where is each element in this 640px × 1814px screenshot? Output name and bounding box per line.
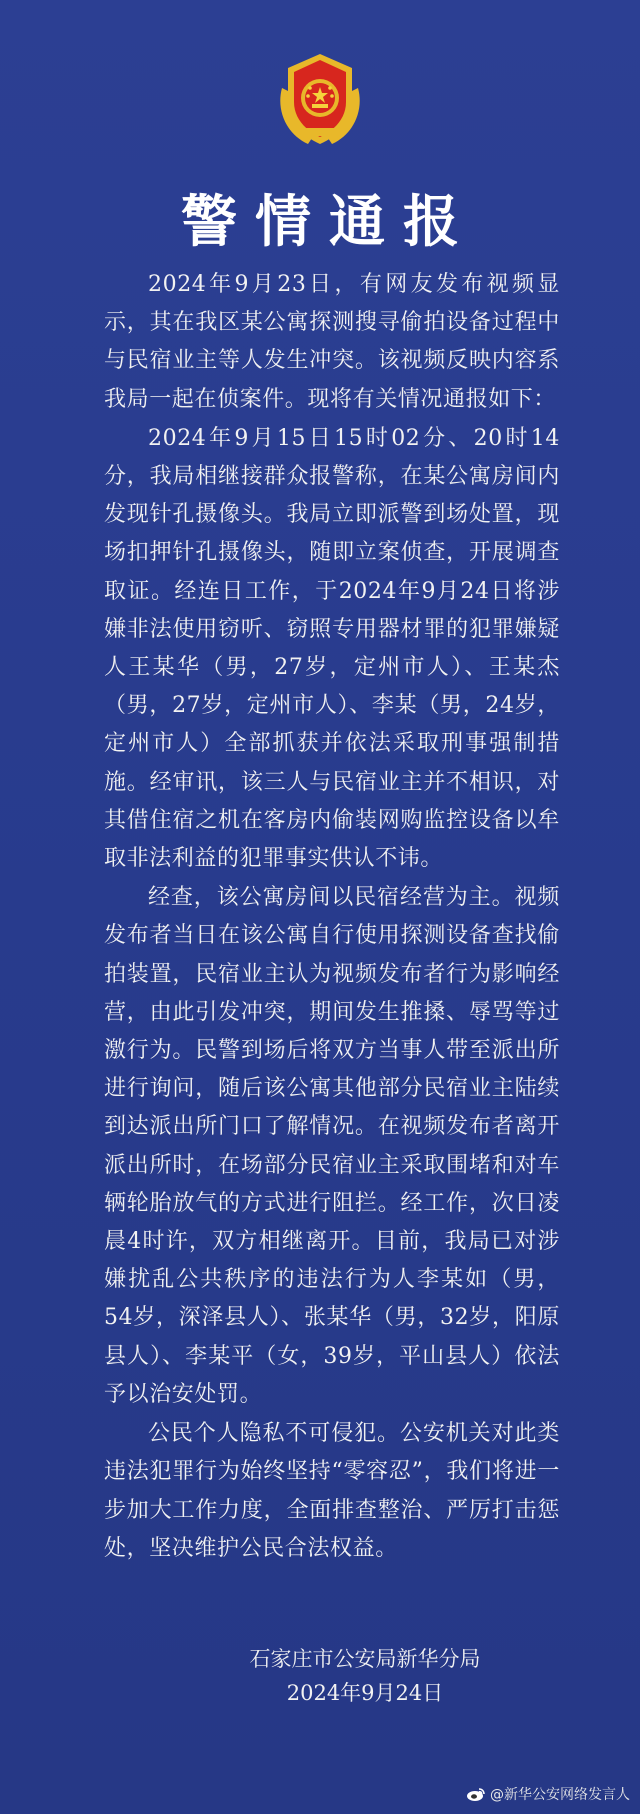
police-emblem-icon — [268, 48, 372, 152]
watermark — [466, 1784, 630, 1804]
paragraph-intro: 2024年9月23日，有网友发布视频显示，其在我区某公寓探测搜寻偷拍设备过程中与民宿业主等人发生冲突。该视频反映内容系我局一起在侦案件。现将有关情况通报如下： — [104, 272, 560, 412]
notice-body — [104, 266, 560, 1569]
signature-block — [0, 1642, 640, 1710]
watermark-text: @新华公安网络发言人 — [490, 1787, 630, 1803]
paragraph-statement: 公民个人隐私不可侵犯。公安机关对此类违法犯罪行为始终坚持“零容忍”，我们将进一步加大工作力度，全面排查整治、严厉打击惩处，坚决维护公民合法权益。 — [104, 1421, 560, 1561]
page-title: 警情通报 — [181, 189, 477, 255]
weibo-icon — [466, 1786, 486, 1802]
signature-date: 2024年9月24日 — [286, 1681, 444, 1705]
paragraph-case: 2024年9月15日15时02分、20时14分，我局相继接群众报警称，在某公寓房间内发现针孔摄像头。我局立即派警到场处置，现场扣押针孔摄像头，随即立案侦查，开展调查取证。经连日工作，于2024年9月24日将涉嫌非法使用窃听、窃照专用器材罪的犯罪嫌疑人王某华（男，27岁，定州市人）、王某杰（男，27岁，定州市人）、李某（男，24岁，定州市人）全部抓获并依法采取刑事强制措施。经审讯，该三人与民宿业主并不相识，对其借住宿之机在客房内偷装网购监控设备以牟取非法利益的犯罪事实供认不讳。 — [104, 425, 560, 872]
signature-org: 石家庄市公安局新华分局 — [249, 1647, 481, 1671]
paragraph-investigation: 经查，该公寓房间以民宿经营为主。视频发布者当日在该公寓自行使用探测设备查找偷拍装置，民宿业主认为视频发布者行为影响经营，由此引发冲突，期间发生推搡、辱骂等过激行为。民警到场后将双方当事人带至派出所进行询问，随后该公寓其他部分民宿业主陆续到达派出所门口了解情况。在视频发布者离开派出所时，在场部分民宿业主采取围堵和对车辆轮胎放气的方式进行阻拦。经工作，次日凌晨4时许，双方相继离开。目前，我局已对涉嫌扰乱公共秩序的违法行为人李某如（男，54岁，深泽县人）、张某华（男，32岁，阳原县人）、李某平（女，39岁，平山县人）依法予以治安处罚。 — [104, 885, 560, 1407]
